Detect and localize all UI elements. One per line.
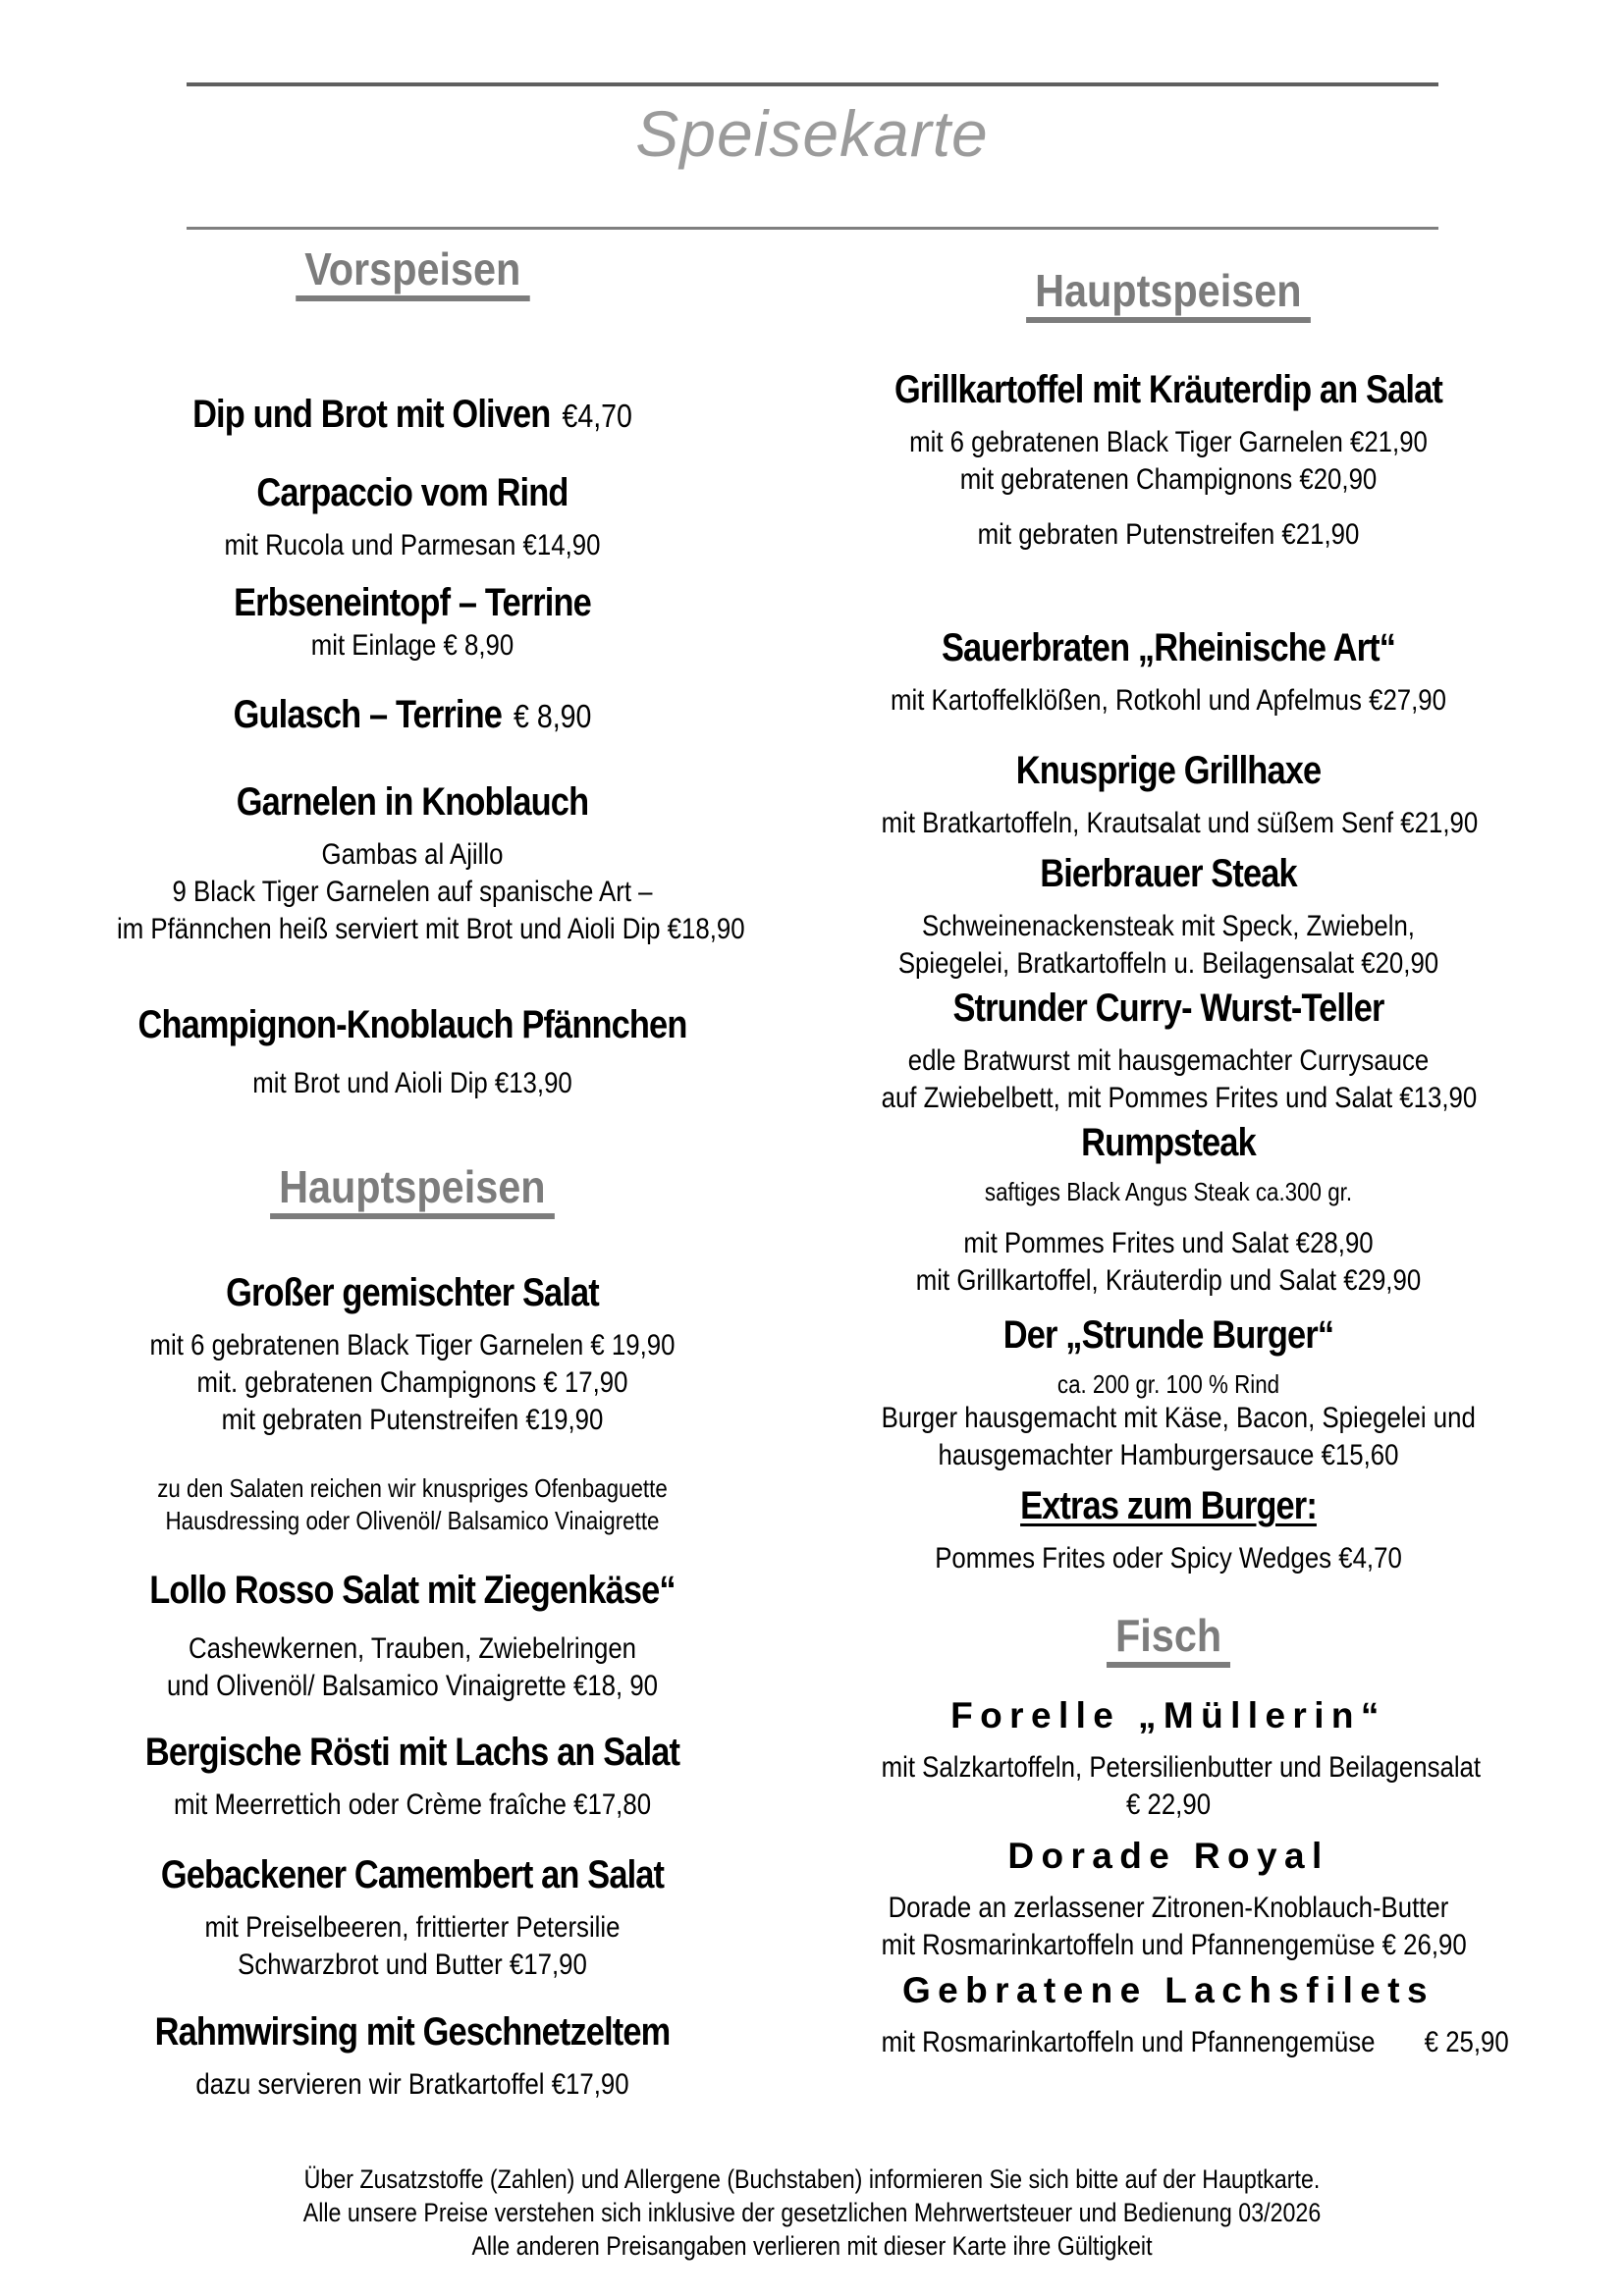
menu-item	[69, 1003, 756, 1102]
item-title: Großer gemischter Salat	[226, 1271, 599, 1314]
item-desc-line: mit Preiselbeeren, frittierter Petersilie	[204, 1910, 621, 1944]
footer-line-allergens: Über Zusatzstoffe (Zahlen) und Allergene (Buchstaben) informieren Sie sich bitte auf der Hauptkarte.	[303, 2164, 1321, 2194]
item-title-line	[117, 393, 708, 437]
menu-item	[835, 626, 1502, 720]
item-title-line	[882, 626, 1456, 670]
item-title-line	[117, 780, 708, 825]
item-desc-line: ca. 200 gr. 100 % Rind	[1056, 1368, 1280, 1399]
section-header-block	[69, 245, 756, 301]
item-title: Bergische Rösti mit Lachs an Salat	[144, 1731, 680, 1774]
item-desc-line: mit gebraten Putenstreifen €19,90	[221, 1403, 604, 1436]
item-desc-line: mit Bratkartoffeln, Krautsalat und süßem Senf €21,90	[881, 806, 1479, 839]
item-desc-line: mit Rosmarinkartoffeln und Pfannengemüse € 26,90	[881, 1928, 1467, 1961]
section-header-block	[69, 1163, 756, 1219]
menu-item	[69, 581, 756, 665]
item-title: Dip und Brot mit Oliven	[192, 393, 551, 436]
item-title: Rumpsteak	[1081, 1121, 1256, 1164]
item-desc-line: dazu servieren wir Bratkartoffel €17,90	[195, 2067, 629, 2101]
item-desc-line: mit Einlage € 8,90	[310, 628, 514, 662]
menu-item	[69, 471, 756, 564]
item-title-line	[117, 1569, 708, 1613]
item-title-line	[882, 1313, 1456, 1358]
item-title: Dorade Royal	[1007, 1836, 1329, 1876]
section-header-block	[835, 267, 1502, 323]
item-desc-line: mit. gebratenen Champignons € 17,90	[196, 1365, 628, 1399]
item-desc-line: Dorade an zerlassener Zitronen-Knoblauch-Butter	[888, 1891, 1449, 1924]
item-title-line	[117, 581, 708, 625]
footer-line-validity: Alle anderen Preisangaben verlieren mit dieser Karte ihre Gültigkeit	[471, 2231, 1153, 2261]
item-title-line	[882, 368, 1456, 412]
item-desc-line: Schwarzbrot und Butter €17,90	[238, 1948, 587, 1981]
item-desc-line: hausgemachter Hamburgersauce €15,60	[938, 1438, 1399, 1471]
item-title-line	[835, 1834, 1502, 1878]
note-line: zu den Salaten reichen wir knuspriges Ofenbaguette	[157, 1473, 668, 1503]
item-title: Erbseneintopf – Terrine	[234, 581, 591, 624]
item-title: Rahmwirsing mit Geschnetzeltem	[154, 2010, 671, 2054]
item-desc-line: mit Brot und Aioli Dip €13,90	[252, 1066, 572, 1099]
section-header: Hauptspeisen	[1026, 267, 1310, 323]
item-price: € 8,90	[514, 699, 592, 735]
menu-item	[835, 1313, 1502, 1474]
item-title: Strunder Curry- Wurst-Teller	[952, 987, 1384, 1030]
item-desc-line: mit Pommes Frites und Salat €28,90	[963, 1226, 1374, 1259]
section-header: Hauptspeisen	[270, 1163, 554, 1219]
item-desc-line: edle Bratwurst mit hausgemachter Currysauce	[907, 1043, 1430, 1077]
item-desc-line: und Olivenöl/ Balsamico Vinaigrette €18, 90	[166, 1669, 659, 1702]
item-title-line	[882, 1121, 1456, 1165]
menu-item	[835, 749, 1502, 842]
item-title: Bierbrauer Steak	[1040, 852, 1297, 895]
menu-item	[69, 1731, 756, 1824]
page-title: Speisekarte	[635, 97, 989, 170]
item-title-line	[117, 1271, 708, 1315]
item-desc-line: Schweinenackensteak mit Speck, Zwiebeln,	[922, 909, 1415, 942]
item-title: Gulasch – Terrine	[233, 693, 503, 736]
menu-item	[835, 1484, 1502, 1577]
left-column	[69, 0, 756, 2296]
item-desc-line: saftiges Black Angus Steak ca.300 gr.	[984, 1176, 1353, 1206]
section-header: Fisch	[1107, 1612, 1230, 1668]
item-title-line	[882, 749, 1456, 793]
menu-item	[835, 368, 1502, 554]
menu-item	[69, 1569, 756, 1705]
item-desc-line: Spiegelei, Bratkartoffeln u. Beilagensalat €20,90	[897, 946, 1439, 980]
menu-item	[69, 393, 756, 449]
item-desc-line: mit 6 gebratenen Black Tiger Garnelen € 19,90	[149, 1328, 676, 1362]
item-title-line	[882, 1484, 1456, 1528]
item-title: Der „Strunde Burger“	[1002, 1313, 1334, 1357]
item-desc-line: mit Salzkartoffeln, Petersilienbutter und Beilagensalat	[881, 1750, 1482, 1784]
item-desc-line: mit Rucola und Parmesan €14,90	[224, 528, 601, 561]
menu-item	[69, 1271, 756, 1439]
item-desc-line: Gambas al Ajillo	[321, 837, 504, 871]
item-title-line	[117, 1853, 708, 1897]
item-desc-line: Burger hausgemacht mit Käse, Bacon, Spiegelei und	[881, 1401, 1476, 1434]
item-desc-line: mit Meerrettich oder Crème fraîche €17,80	[173, 1788, 652, 1821]
menu-item	[835, 1121, 1502, 1300]
item-title-line	[117, 1003, 708, 1047]
item-title: Sauerbraten „Rheinische Art“	[941, 626, 1396, 669]
menu-item	[835, 1834, 1502, 1964]
item-title-line	[117, 693, 708, 737]
section-header: Vorspeisen	[296, 245, 529, 301]
item-title-line	[117, 471, 708, 515]
menu-item	[69, 2010, 756, 2104]
menu-note	[69, 1472, 756, 1537]
menu-item	[835, 1968, 1509, 2061]
item-title: Grillkartoffel mit Kräuterdip an Salat	[893, 368, 1442, 411]
item-desc-line: auf Zwiebelbett, mit Pommes Frites und Salat €13,90	[881, 1081, 1478, 1114]
item-title: Knusprige Grillhaxe	[1015, 749, 1322, 792]
item-desc-line: Cashewkernen, Trauben, Zwiebelringen	[188, 1631, 637, 1665]
item-title: Gebackener Camembert an Salat	[160, 1853, 665, 1896]
menu-item	[835, 1693, 1502, 1824]
item-desc-line: mit Kartoffelklößen, Rotkohl und Apfelmus €27,90	[890, 683, 1447, 717]
item-desc-line: mit 6 gebratenen Black Tiger Garnelen €21,90	[909, 425, 1428, 458]
item-desc-line: mit gebratenen Champignons €20,90	[959, 462, 1378, 496]
item-title: Extras zum Burger:	[1020, 1484, 1317, 1527]
item-desc-line: Pommes Frites oder Spicy Wedges €4,70	[935, 1541, 1402, 1575]
note-line: Hausdressing oder Olivenöl/ Balsamico Vinaigrette	[165, 1506, 660, 1535]
item-price: €4,70	[562, 399, 632, 435]
right-column	[835, 0, 1509, 2296]
item-desc-line: € 22,90	[1125, 1788, 1212, 1821]
item-title: Forelle „Müllerin“	[950, 1695, 1386, 1735]
menu-item	[835, 987, 1502, 1117]
menu-item	[69, 1853, 756, 1984]
item-desc-line: im Pfännchen heiß serviert mit Brot und Aioli Dip €18,90	[117, 912, 745, 945]
item-title: Gebratene Lachsfilets	[902, 1970, 1435, 2010]
menu-item	[69, 693, 756, 749]
item-desc-line: 9 Black Tiger Garnelen auf spanische Art –	[172, 875, 653, 908]
item-title: Champignon-Knoblauch Pfännchen	[137, 1003, 687, 1046]
item-title-line	[882, 987, 1456, 1031]
menu-item	[69, 780, 756, 948]
item-title-line	[117, 1731, 708, 1775]
footer-line-prices: Alle unsere Preise verstehen sich inklusive der gesetzlichen Mehrwertsteuer und Bedienung 03/2026	[302, 2198, 1322, 2227]
menu-item	[835, 852, 1502, 983]
item-desc-line: mit Grillkartoffel, Kräuterdip und Salat €29,90	[915, 1263, 1422, 1297]
item-title-line	[117, 2010, 708, 2055]
footer	[0, 2163, 1624, 2263]
item-desc-line: mit Rosmarinkartoffeln und Pfannengemüse € 25,90	[881, 2025, 1509, 2058]
item-desc-line: mit gebraten Putenstreifen €21,90	[977, 517, 1360, 551]
item-title: Garnelen in Knoblauch	[236, 780, 589, 824]
item-title: Carpaccio vom Rind	[256, 471, 568, 514]
item-title: Lollo Rosso Salat mit Ziegenkäse“	[149, 1569, 676, 1612]
item-title-line	[882, 852, 1456, 896]
section-header-block	[835, 1612, 1502, 1668]
item-title-line	[835, 1968, 1502, 2012]
item-title-line	[835, 1693, 1502, 1737]
